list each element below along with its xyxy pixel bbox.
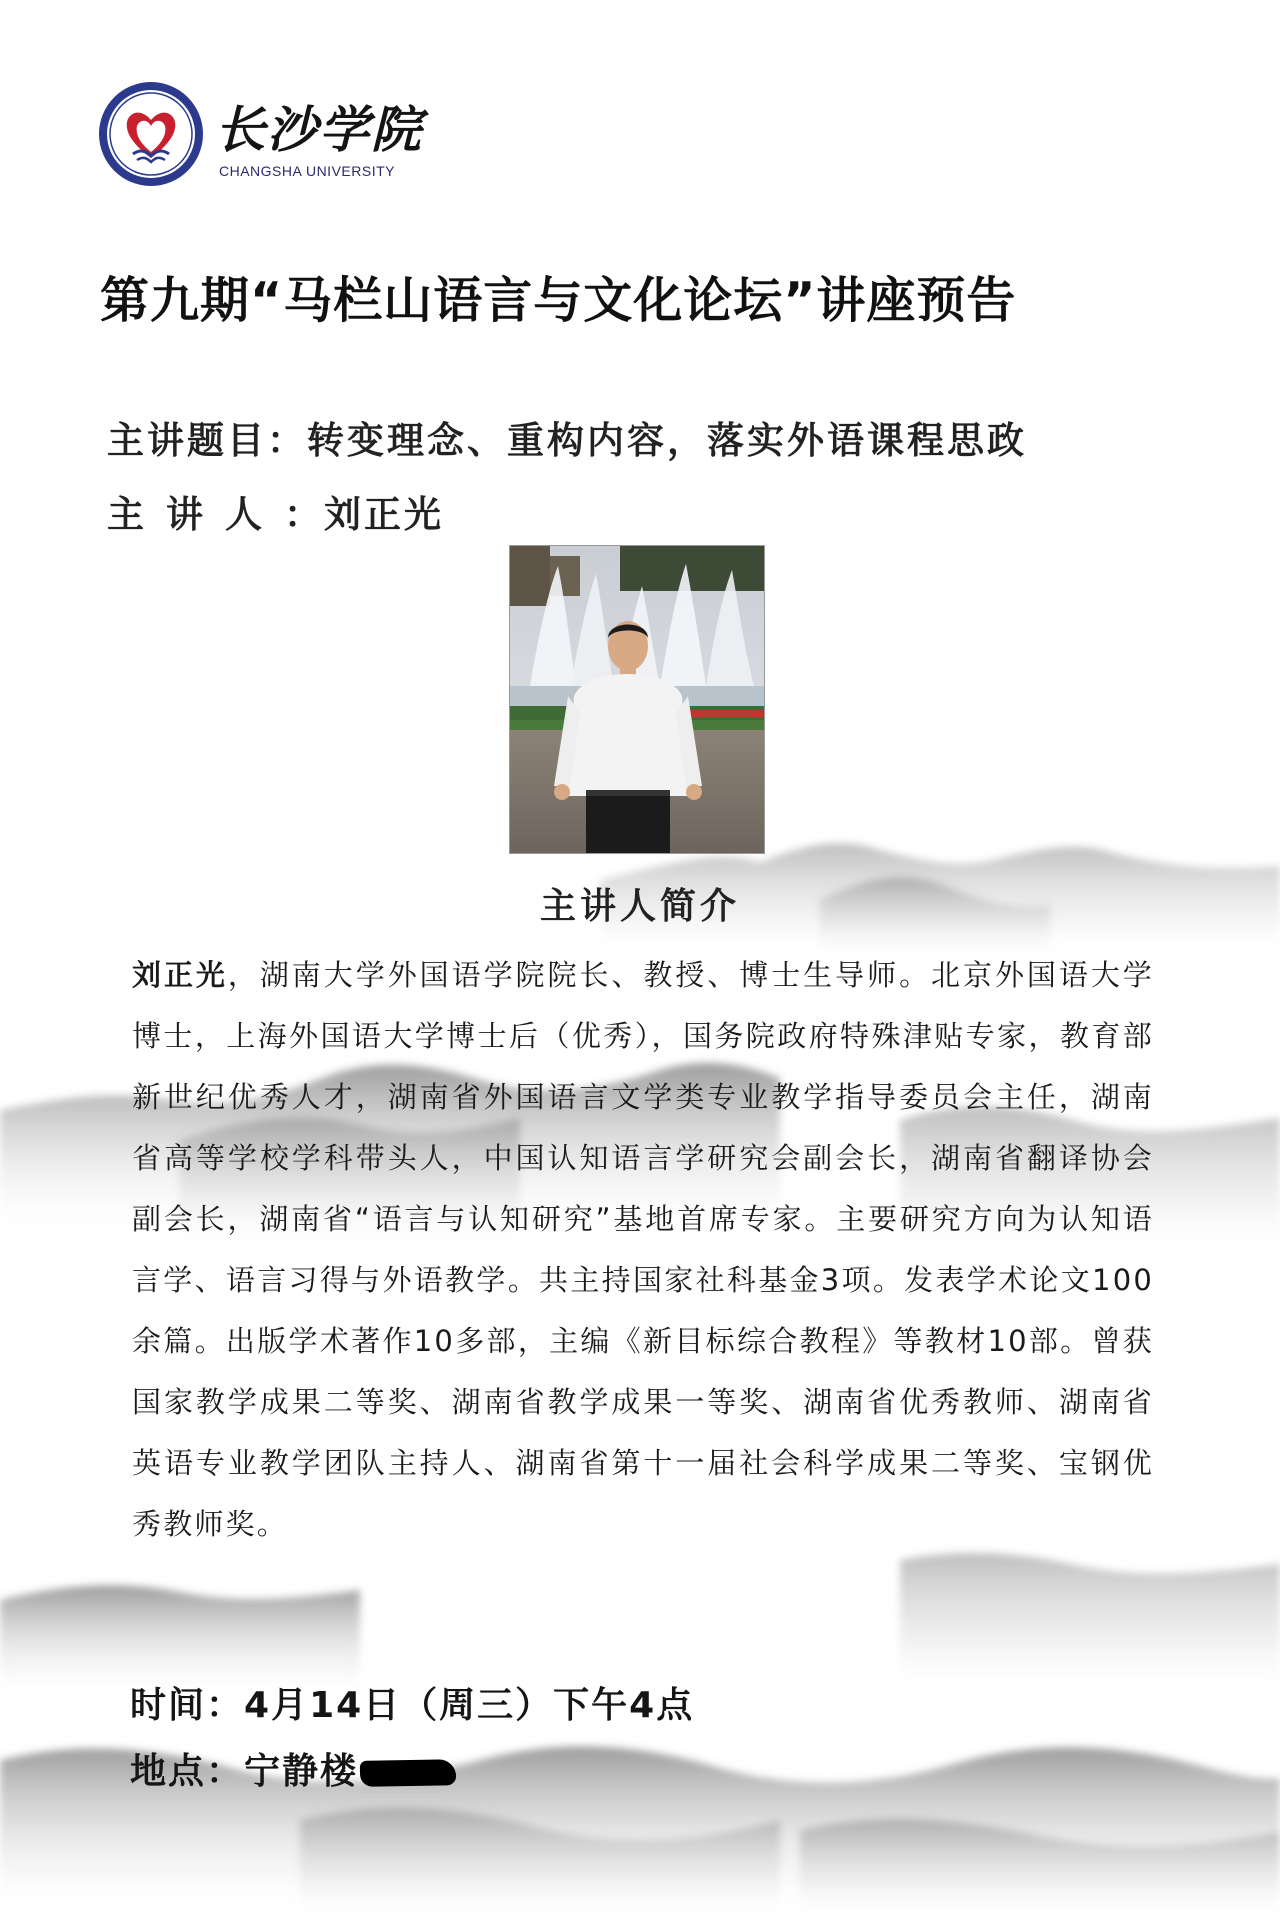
topic-label: 主讲题目： xyxy=(107,419,307,462)
topic-value: 转变理念、重构内容，落实外语课程思政 xyxy=(307,419,1027,462)
place-label: 地点： xyxy=(130,1751,245,1792)
time-label: 时间： xyxy=(130,1685,245,1726)
university-seal-icon xyxy=(97,80,205,188)
time-line xyxy=(130,1677,694,1728)
university-name-cn: 长沙学院 xyxy=(215,100,423,159)
speaker-label: 主讲人 xyxy=(107,493,284,536)
bio-paragraph xyxy=(132,945,1154,1555)
bio-name: 刘正光 xyxy=(132,958,228,992)
speaker-photo xyxy=(509,545,765,854)
speaker-line xyxy=(107,484,444,538)
bio-heading: 主讲人简介 xyxy=(539,886,740,927)
university-name-en: CHANGSHA UNIVERSITY xyxy=(219,163,395,179)
poster-title: 第九期“马栏山语言与文化论坛”讲座预告 xyxy=(100,272,1017,329)
speaker-colon: ： xyxy=(284,493,324,536)
place-line xyxy=(130,1743,456,1794)
bio-text: ，湖南大学外国语学院院长、教授、博士生导师。北京外国语大学博士，上海外国语大学博士后（优秀），国务院政府特殊津贴专家，教育部新世纪优秀人才，湖南省外国语言文学类专业教学指导委员会主任，湖南省高等学校学科带头人，中国认知语言学研究会副会长，湖南省翻译协会副会长，湖南省“语言与认知研究”基地首席专家。主要研究方向为认知语言学、语言习得与外语教学。共主持国家社科基金3项。发表学术论文100余篇。出版学术著作10多部，主编《新目标综合教程》等教材10部。曾获国家教学成果二等奖、湖南省教学成果一等奖、湖南省优秀教师、湖南省英语专业教学团队主持人、湖南省第十一届社会科学成果二等奖、宝钢优秀教师奖。 xyxy=(132,958,1154,1541)
speaker-value: 刘正光 xyxy=(324,493,444,536)
university-logo xyxy=(97,80,423,190)
topic-line xyxy=(107,410,1027,464)
redaction-mark xyxy=(360,1759,456,1787)
place-value: 宁静楼 xyxy=(244,1751,359,1792)
time-value: 4月14日（周三）下午4点 xyxy=(244,1685,695,1726)
